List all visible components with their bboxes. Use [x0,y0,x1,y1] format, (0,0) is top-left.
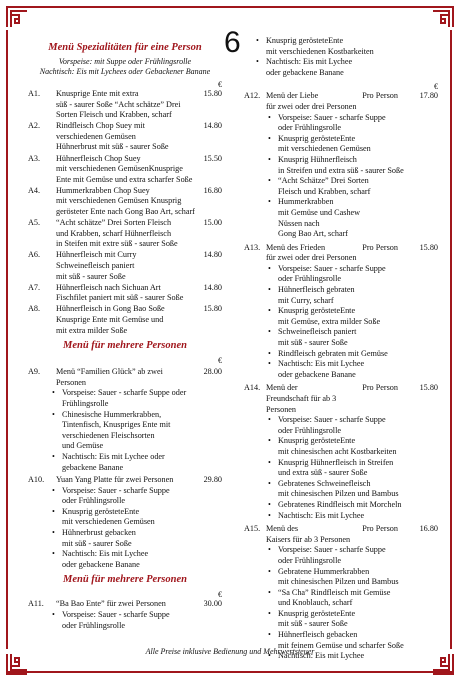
text-line: Rindfleisch Chop Suey mit [56,121,145,131]
bullet-line: oder Frühlingsrolle [278,555,341,565]
bullet-item [268,415,438,436]
text-line: Kaisers für ab 3 Personen [266,534,351,544]
bullet-item [268,327,438,348]
item-description [266,243,438,264]
text-line: Yuan Yang Platte für zwei Personen [56,475,174,485]
bullet-list [256,415,438,521]
euro-sign: € [218,356,222,366]
bullet-item [52,452,222,473]
footer-note: Alle Preise inklusive Bedienung und Mehrwertsteuer [145,647,315,656]
item-description [56,121,222,153]
bullet-line: oder Frühlingsrolle [278,425,341,435]
bullet-item [268,511,438,522]
bullet-item [268,285,438,306]
bullet-line: • Nachtisch: Eis mit Lychee [266,57,353,67]
bullet-line: • Gebratenes Rindfleisch mit Morcheln [278,499,402,509]
text-line: Knusprige Ente mit extra [56,89,139,98]
text-line: Hummerkrabben Chop Suey [56,185,150,195]
item-price: 28.00 [203,367,222,377]
menu-item [244,383,438,521]
text-line: Fischfilet paniert mit süß - saurer Soße [56,293,184,303]
bullet-item [268,458,438,479]
item-description [56,89,222,121]
bullet-item [268,155,438,176]
item-description [56,599,222,610]
bullet-line: • Hühnerfleisch gebraten [278,285,355,295]
item-header [266,383,362,415]
bullet-line: mit süß - saurer Soße [62,538,132,548]
item-description [56,218,222,250]
item-price: 15.80 [203,304,222,314]
bullet-line: mit chinesischen acht Kostbarkeiten [278,446,397,456]
item-price: 14.80 [203,250,222,260]
bullet-line: Tintenfisch, Knuspriges Ente mit [62,420,171,430]
bullet-line: • Knusprig gerösteteEnte [278,306,356,316]
item-price: 14.80 [203,282,222,292]
bullet-line: • Gebratene Hummerkrabben [278,566,370,576]
bullet-list [256,113,438,240]
item-number: A5. [28,218,41,228]
bullet-line: • Vorspeise: Sauer - scharfe Suppe [278,545,386,555]
section-subtitle: Nachtisch: Eis mit Lychees oder Gebackener Banane [39,66,211,76]
left-column [28,38,222,632]
bullet-line: • Vorspeise: Sauer - scharfe Suppe oder [62,388,187,398]
item-price: 15.50 [203,153,222,163]
item-number: A1. [28,89,41,98]
corner-ornament-icon [6,6,28,28]
bullet-line: mit verschiedenen Kostbarkeiten [266,46,374,56]
bullet-item [268,436,438,457]
menu-item [28,283,222,304]
bullet-line: mit chinesischen Pilzen und Bambus [278,489,399,499]
bullet-line: • Nachtisch: Eis mit Lychee [278,359,365,369]
item-price: 15.80 [419,383,438,393]
item-description [266,524,438,545]
bullet-line: Nüssen nach [278,218,320,228]
item-number: A12. [244,91,261,101]
bullet-line: • Knusprig gerösteteEnte [278,608,356,618]
text-line: Menü der Liebe [266,91,319,101]
bullet-item [52,410,222,452]
bullet-list [40,486,222,571]
menu-item [28,250,222,282]
text-line: “Acht schätze” Drei Sorten Fleisch [56,218,172,228]
item-bullets [256,264,438,381]
bullet-line: gebackene Banane [62,462,124,472]
bullet-line: • Vorspeise: Sauer - scharfe Suppe [278,263,386,273]
text-line: Hühnerfleisch Chop Suey [56,153,141,163]
item-price: 15.80 [419,242,438,252]
item-number: A10. [28,475,45,485]
bullet-line: und Knoblauch, scharf [278,598,353,608]
bullet-item [268,500,438,511]
item-description [56,475,222,486]
bullet-line: • Rindfleisch gebraten mit Gemüse [278,348,388,358]
text-line: Freundschaft für ab 3 Personen [266,394,337,414]
menu-item [28,304,222,336]
bullet-line: Gong Bao Art, scharf [278,229,349,239]
text-line: Hühnerbrust mit süß - saurer Soße [56,142,169,152]
bullet-item [268,479,438,500]
bullet-line: • Hühnerfleisch gebacken [278,630,358,640]
bullet-line: Frühlingsrolle [62,398,109,408]
euro-sign: € [434,82,438,92]
bullet-item [268,306,438,327]
text-line: verschiedenen Gemüsen [56,131,136,141]
continued-bullets [244,36,438,78]
item-number: A7. [28,282,41,292]
text-line: Menü “Familien Glück” ab zwei [56,367,163,377]
bullet-line: oder Frühlingsrolle [62,620,125,630]
section-title: Menü Spezialitäten für eine Person [48,42,202,53]
item-header [266,524,362,545]
item-bullets [256,545,438,662]
text-line: und Krabben, scharf Hühnerfleisch [56,228,172,238]
text-line: Personen [56,377,87,387]
item-description [266,383,438,415]
bullet-line: mit verschiedenen Gemüsen [278,144,371,154]
item-description [56,186,222,218]
text-line: Knusprige Ente mit Gemüse und [56,314,164,324]
page-number: 6 [224,26,241,59]
bullet-item [268,197,438,239]
bullet-line: verschiedenen Fleischsorten [62,430,155,440]
bullet-line: • Nachtisch: Eis mit Lychee [278,651,365,661]
bullet-item [52,486,222,507]
bullet-line: mit feinem Gemüse und scharfer Soße [278,640,404,650]
bullet-line: mit süß - saurer Soße [278,619,348,629]
text-line: für zwei oder drei Personen [266,253,357,263]
item-number: A14. [244,383,261,393]
bullet-item [268,264,438,285]
text-line: Menü des [266,524,299,534]
item-price: 16.80 [419,524,438,534]
bullet-line: • Knusprig gerösteteEnte [278,436,356,446]
bullet-item [268,588,438,609]
bullet-list [40,388,222,473]
bullet-line: • Knusprig Hühnerfleisch [278,154,357,164]
price-unit: Pro Person [362,242,398,252]
item-number: A6. [28,250,41,260]
bullet-line: • Vorspeise: Sauer - scharfe Suppe [62,610,170,620]
menu-item [244,524,438,662]
item-bullets [40,388,222,473]
menu-item [244,243,438,381]
item-description [56,250,222,282]
text-line: gerösteter Ente nach Gong Bao Art, scharf [56,207,195,217]
bullet-line: und Gemüse [62,441,104,451]
euro-sign: € [218,80,222,89]
section-title: Menü für mehrere Personen [63,340,187,352]
price-unit: Pro Person [362,91,398,101]
text-line: für zwei oder drei Personen [266,101,357,111]
bullet-line: • Knusprig gerösteteEnte [62,506,140,516]
item-header [266,243,362,264]
bullet-line: oder Frühlingsrolle [278,123,341,133]
price-unit: Pro Person [362,524,398,534]
price-unit: Pro Person [362,383,398,393]
text-line: Menü der [266,383,298,393]
item-description [56,367,222,388]
item-bullets [40,610,222,631]
item-price: 29.80 [203,475,222,485]
bullet-line: mit chinesischen Pilzen und Bambus [278,577,399,587]
bullet-item [268,609,438,630]
item-price: 16.80 [203,185,222,195]
menu-item [28,186,222,218]
bullet-line: • Knusprig Hühnerfleisch in Streifen [278,457,394,467]
bullet-item [268,349,438,360]
text-line: mit verschiedenen GemüsenKnusprige [56,164,183,174]
bullet-line: mit Gemüse, extra milder Soße [278,316,381,326]
item-price: 15.00 [203,218,222,228]
bullet-line: • Gebratenes Schweinefleisch [278,478,371,488]
bullet-line: • Vorspeise: Sauer - scharfe Suppe [278,112,386,122]
text-line: mit verschiedenen Gemüsen Knusprig [56,196,182,206]
bullet-item [256,36,438,57]
menu-item [28,154,222,186]
right-column [244,36,438,665]
bullet-list [256,545,438,662]
text-line: Hühnerfleisch mit Curry [56,250,137,260]
item-number: A8. [28,304,41,314]
bullet-line: • Nachtisch: Eis mit Lychee [278,510,365,520]
menu-item [28,475,222,570]
bullet-list [40,610,222,631]
text-line: “Ba Bao Ente” für zwei Personen [56,599,166,609]
bullet-item [268,567,438,588]
bullet-list [244,36,438,78]
menu-item [244,91,438,239]
bullet-line: und extra süß - saurer Soße [278,468,368,478]
bullet-line: • Nachtisch: Eis mit Lychee oder [62,451,165,461]
item-number: A4. [28,185,41,195]
bullet-item [52,610,222,631]
item-header [266,91,362,112]
bullet-item [268,359,438,380]
item-description [56,304,222,336]
menu-item [28,121,222,153]
bullet-item [52,507,222,528]
section-subtitle: Vorspeise: mit Suppe oder Frühlingsrolle [58,57,192,66]
bullet-line: • Schweinefleisch paniert [278,327,357,337]
bullet-line: mit Curry, scharf [278,295,334,305]
item-number: A2. [28,121,41,131]
item-price: 14.80 [203,121,222,131]
item-bullets [256,113,438,240]
bullet-line: • Knusprig gerösteteEnte [266,36,344,45]
bullet-item [256,57,438,78]
bullet-line: Fleisch und Krabben, scharf [278,186,371,196]
bullet-line: • Nachtisch: Eis mit Lychee [62,549,149,559]
euro-sign: € [218,590,222,600]
bullet-line: • Vorspeise: Sauer - scharfe Suppe [62,485,170,495]
bullet-list [256,264,438,381]
bullet-line: oder Frühlingsrolle [62,496,125,506]
item-price: 30.00 [203,599,222,609]
bullet-line: oder gebackene Banane [62,559,140,569]
bullet-line: oder Frühlingsrolle [278,274,341,284]
item-number: A9. [28,367,41,377]
bullet-item [52,388,222,409]
text-line: Schweinefleisch paniert [56,261,135,270]
item-number: A15. [244,524,261,534]
corner-ornament-icon [432,6,454,28]
item-number: A11. [28,599,44,609]
menu-item [28,599,222,631]
menu-item [28,218,222,250]
bullet-line: • “Sa Cha” Rindfleisch mit Gemüse [278,587,391,597]
text-line: Menü des Frieden [266,242,326,252]
text-line: süß - saurer Soße “Acht schätze” Drei [56,99,181,109]
text-line: in Steifen mit extre süß - saurer Soße [56,239,178,249]
bullet-line: oder gebackene Banane [266,67,344,77]
bullet-item [52,528,222,549]
bullet-line: • Knusprig gerösteteEnte [278,133,356,143]
text-line: mit süß - saurer Soße [56,271,126,281]
menu-item [28,89,222,121]
bullet-line: • “Acht Schätze” Drei Sorten [278,176,369,186]
bullet-line: • Hühnerbrust gebacken [62,528,136,538]
bullet-line: oder gebackene Banane [278,369,356,379]
bullet-item [268,113,438,134]
item-description [56,154,222,186]
item-bullets [256,415,438,521]
menu-item [28,367,222,473]
bullet-line: mit verschiedenen Gemüsen [62,517,155,527]
item-price: 15.80 [203,89,222,98]
bullet-item [268,176,438,197]
item-bullets [40,486,222,571]
bullet-item [268,545,438,566]
text-line: Ente mit Gemüse und extra scharfer Soße [56,174,193,184]
item-price: 17.80 [419,91,438,101]
bullet-line: mit süß - saurer Soße [278,338,348,348]
corner-ornament-icon [6,653,28,675]
section-title: Menü für mehrere Personen [63,574,187,586]
bullet-line: mit Gemüse und Cashew [278,207,361,217]
item-description [56,283,222,304]
text-line: mit extra milder Soße [56,325,128,335]
bullet-item [268,134,438,155]
bullet-line: in Streifen und extra süß - saurer Soße [278,165,404,175]
item-description [266,91,438,112]
text-line: Hühnerfleisch in Gong Bao Soße [56,304,165,314]
item-number: A13. [244,242,261,252]
bullet-line: • Chinesische Hummerkrabben, [62,409,162,419]
text-line: Sorten Fleisch und Krabben, scharf [56,110,172,120]
bullet-line: • Hummerkrabben [278,197,334,207]
text-line: Hühnerfleisch nach Sichuan Art [56,282,161,292]
item-number: A3. [28,153,41,163]
bullet-line: • Vorspeise: Sauer - scharfe Suppe [278,415,386,425]
bullet-item [52,549,222,570]
